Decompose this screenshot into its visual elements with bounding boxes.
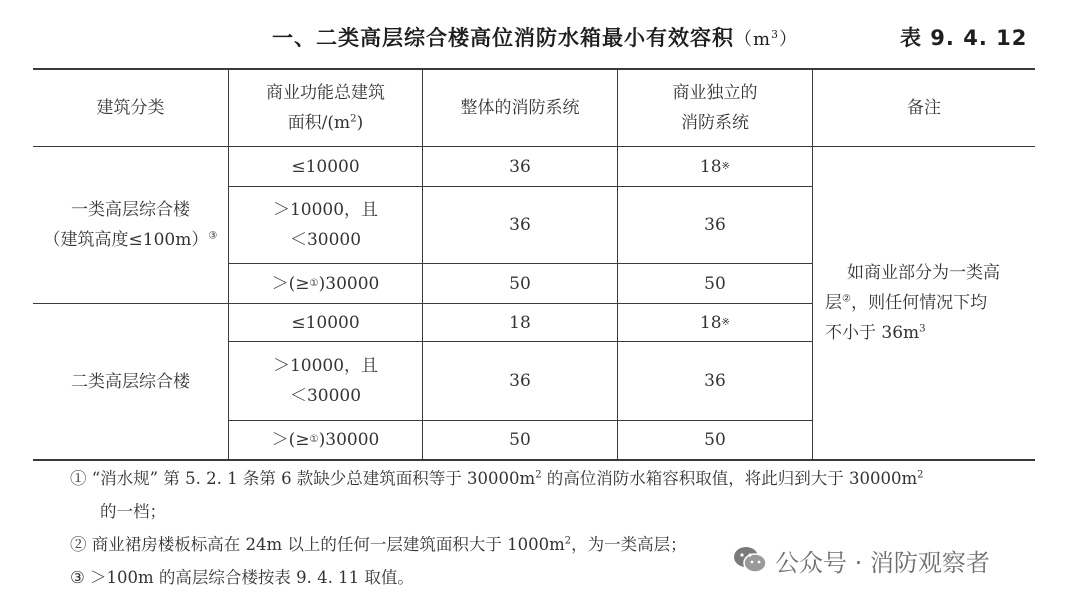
header-independent-system: 商业独立的 消防系统 xyxy=(672,82,758,133)
header-commercial-area: 商业功能总建筑 面积$/(m^2)$ xyxy=(266,82,385,133)
cell-independent: 50 xyxy=(704,430,726,450)
cell-independent: 18 ※ xyxy=(699,156,731,177)
cell-area: ＞10000，且 ＜30000 xyxy=(272,200,379,250)
note-1: ① “消水规” 第 5. 2. 1 条第 6 款缺少总建筑面积等于 $30000m^2$ 的高位消防水箱容积取值，将此归到大于 $30000m^2$ xyxy=(70,469,924,488)
note-1-continued: 的一档； xyxy=(100,502,166,521)
table-number: 表 9. 4. 12 xyxy=(900,26,1028,50)
remark-cell: 如商业部分为一类高 层②，则任何情况下均 不小于 $36m^3$ xyxy=(825,263,1000,343)
title-text: 一、二类高层综合楼高位消防水箱最小有效容积$(m^3)$ xyxy=(272,26,798,50)
cell-whole: 50 xyxy=(509,273,531,294)
cell-whole: 50 xyxy=(509,430,531,450)
table-title xyxy=(272,18,1072,52)
table-bottom-border xyxy=(33,459,1035,461)
group-label-class1: 一类高层综合楼 （建筑高度≤100m）③ xyxy=(43,200,218,250)
cell-area: ≤10000 xyxy=(291,312,360,333)
header-remark: 备注 xyxy=(907,97,941,118)
cell-area: ＞(≥ ① )30000 xyxy=(271,273,380,294)
header-building-class: 建筑分类 xyxy=(96,97,165,118)
cell-independent: 36 xyxy=(704,371,726,391)
cell-independent: 18 ※ xyxy=(699,312,731,333)
cell-independent: 36 xyxy=(704,215,726,235)
header-whole-system: 整体的消防系统 xyxy=(460,97,580,118)
cell-independent: 50 xyxy=(704,273,726,294)
cell-whole: 36 xyxy=(509,156,531,177)
cell-whole: 18 xyxy=(509,312,531,333)
watermark xyxy=(733,542,990,578)
cell-area: ＞10000，且 ＜30000 xyxy=(272,356,379,406)
cell-area: ≤10000 xyxy=(291,156,360,177)
cell-whole: 36 xyxy=(509,215,531,235)
cell-area: ＞(≥ ① )30000 xyxy=(271,430,380,450)
note-2: ② 商业裙房楼板标高在 24m 以上的任何一层建筑面积大于 $1000m^2$，为一类高层； xyxy=(70,535,687,554)
note-3: ③ ＞100m 的高层综合楼按表 9. 4. 11 取值。 xyxy=(70,568,414,587)
group-label-class2: 二类高层综合楼 xyxy=(71,371,190,392)
watermark-text: 公众号 · 消防观察者 xyxy=(775,548,990,577)
wechat-icon xyxy=(733,545,767,575)
cell-whole: 36 xyxy=(509,371,531,391)
